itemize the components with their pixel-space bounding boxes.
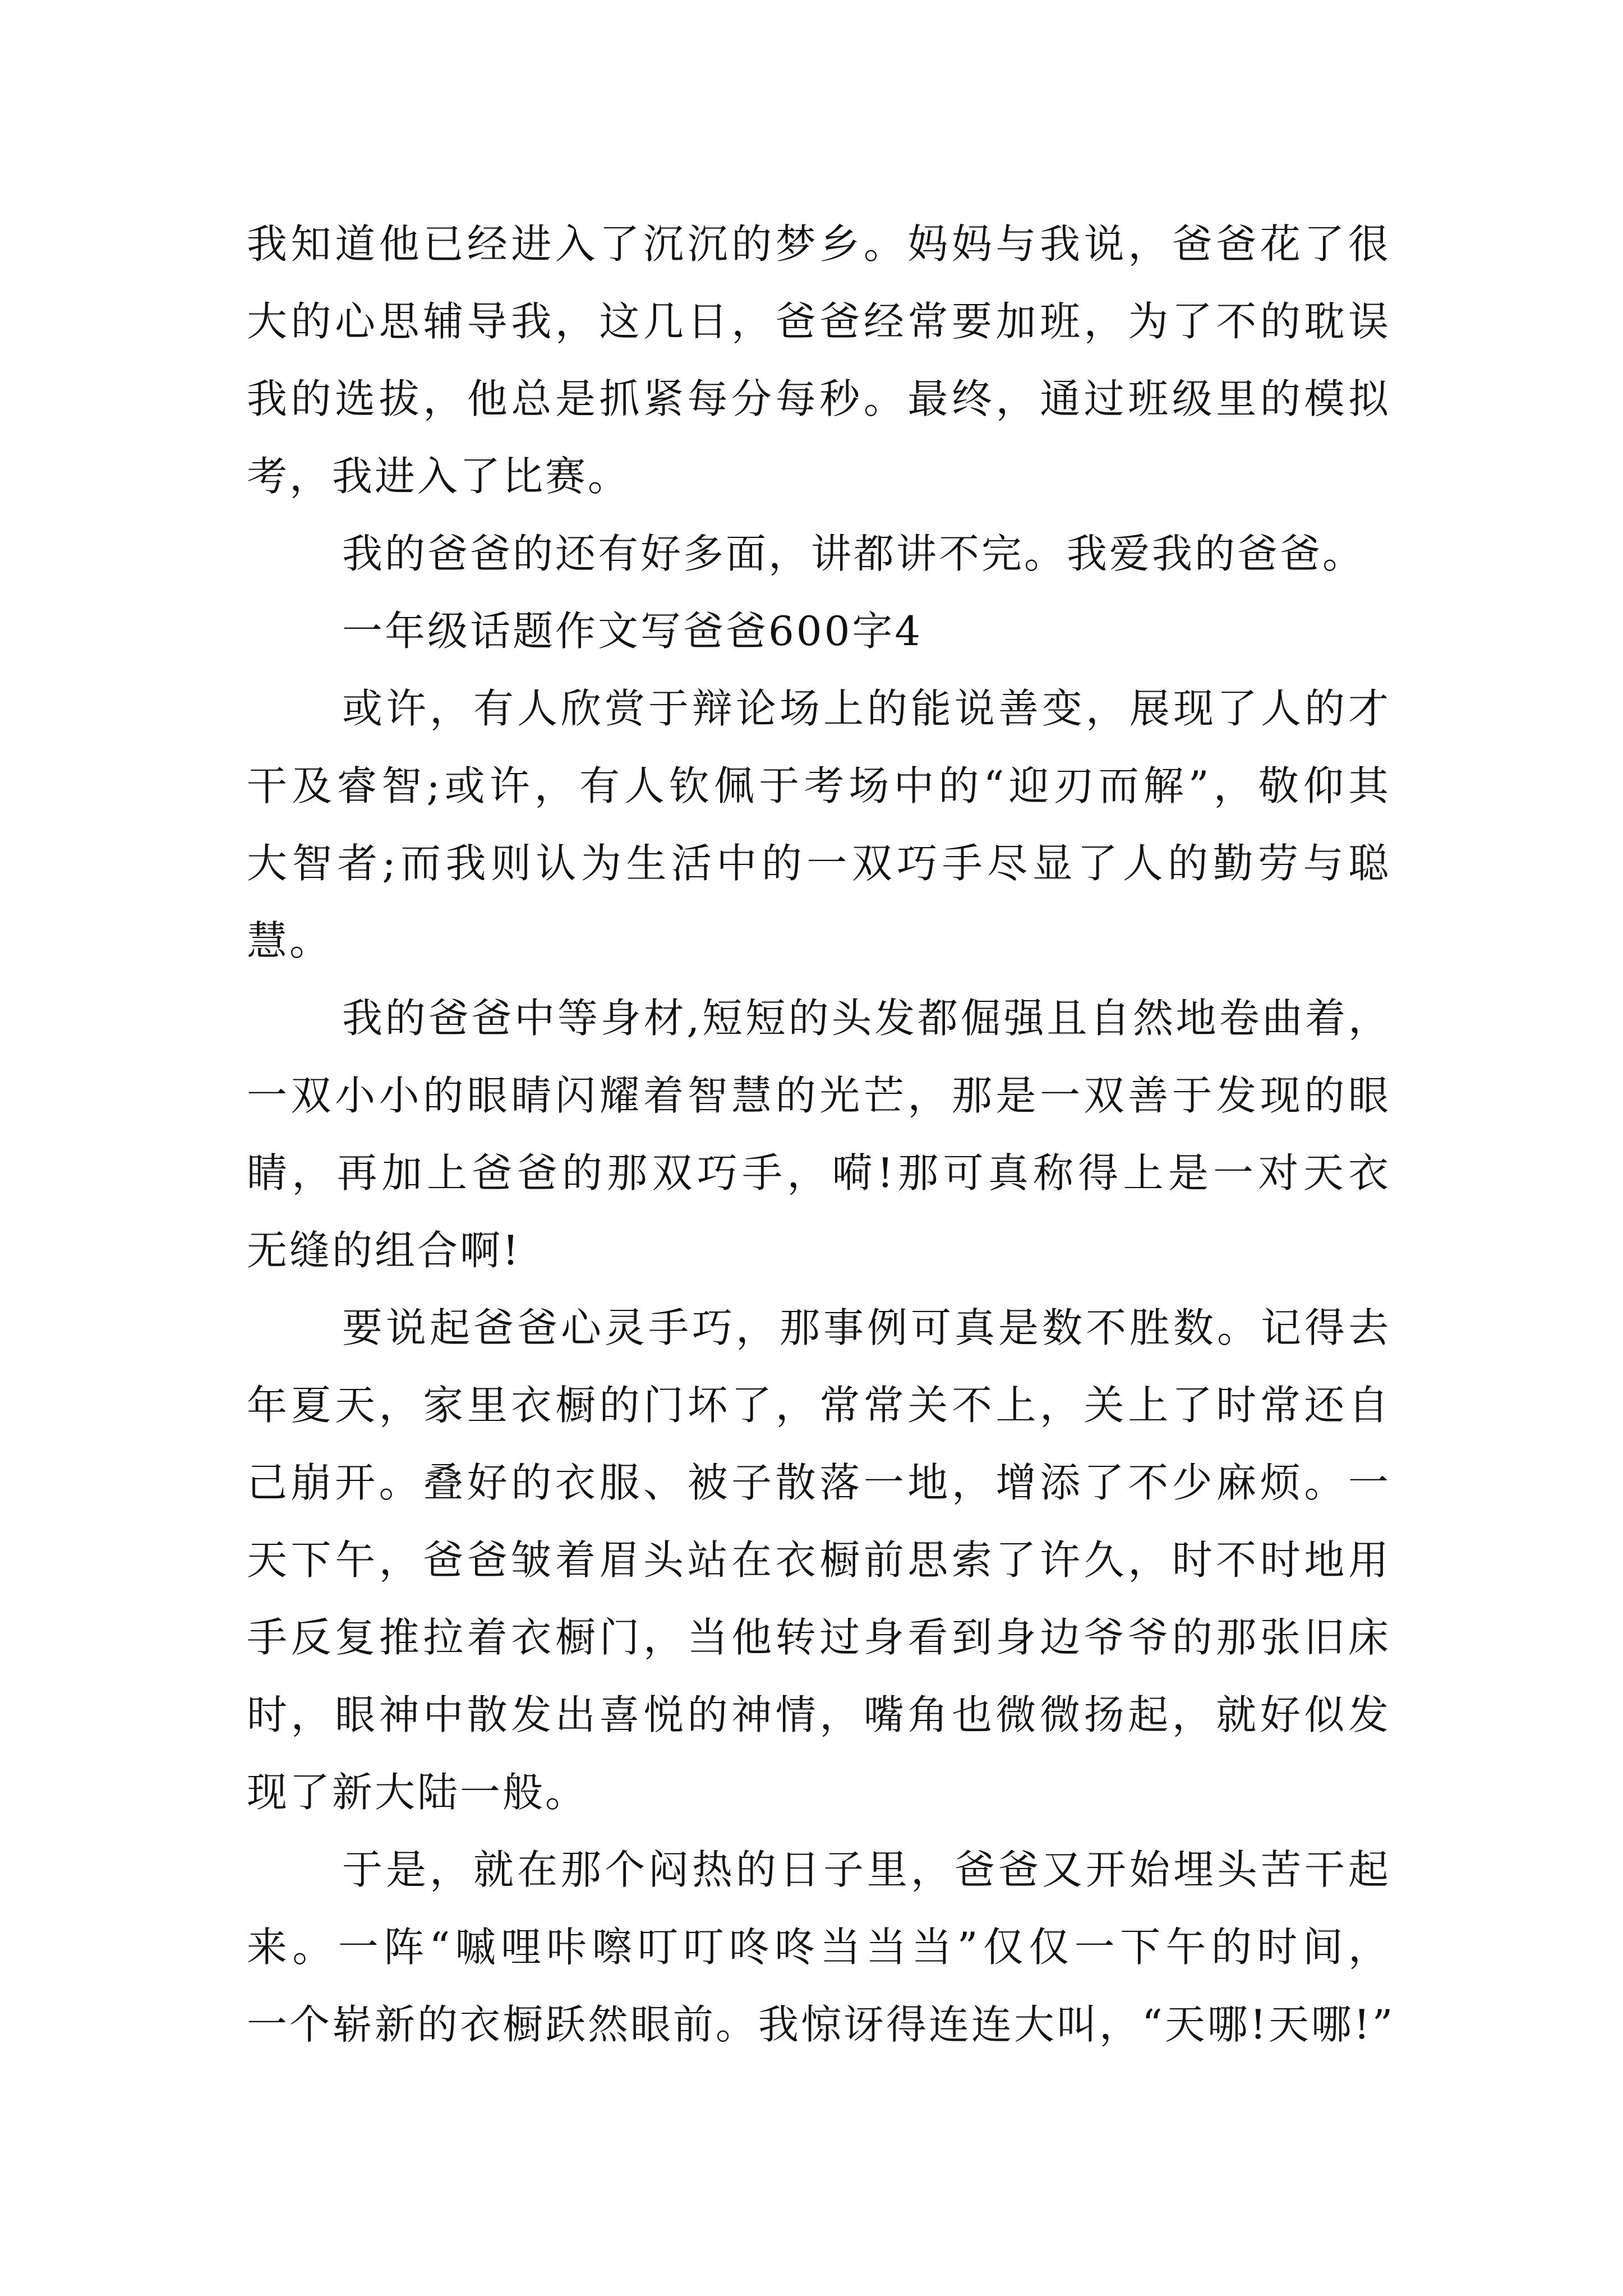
text-line: 现了新大陆一般。 (247, 1769, 588, 1816)
text-line: 考，我进入了比赛。 (247, 453, 631, 500)
section-heading: 一年级话题作文写爸爸600字4 (342, 608, 923, 655)
text-line: 来。一阵“嘁哩咔嚓叮叮咚咚当当当”仅仅一下午的时间， (247, 1924, 1391, 1971)
text-line: 我的爸爸中等身材,短短的头发都倔强且自然地卷曲着， (342, 995, 1391, 1042)
text-line: 我知道他已经进入了沉沉的梦乡。妈妈与我说，爸爸花了很 (247, 220, 1391, 268)
text-line: 我的选拔，他总是抓紧每分每秒。最终，通过班级里的模拟 (247, 375, 1391, 422)
text-line: 睛，再加上爸爸的那双巧手，嗬!那可真称得上是一对天衣 (247, 1149, 1391, 1197)
text-line: 无缝的组合啊! (247, 1227, 521, 1274)
text-line: 年夏天，家里衣橱的门坏了，常常关不上，关上了时常还自 (247, 1382, 1391, 1429)
text-line: 大的心思辅导我，这几日，爸爸经常要加班，为了不的耽误 (247, 298, 1391, 345)
text-line: 天下午，爸爸皱着眉头站在衣橱前思索了许久，时不时地用 (247, 1536, 1391, 1584)
text-line: 慧。 (247, 917, 333, 964)
text-line: 我的爸爸的还有好多面，讲都讲不完。我爱我的爸爸。 (342, 530, 1366, 577)
text-line: 要说起爸爸心灵手巧，那事例可真是数不胜数。记得去 (342, 1304, 1391, 1351)
text-line: 一个崭新的衣橱跃然眼前。我惊讶得连连大叫，“天哪!天哪!” (247, 2001, 1395, 2048)
text-line: 己崩开。叠好的衣服、被子散落一地，增添了不少麻烦。一 (247, 1459, 1391, 1506)
text-line: 于是，就在那个闷热的日子里，爸爸又开始埋头苦干起 (342, 1846, 1391, 1893)
text-line: 手反复推拉着衣橱门，当他转过身看到身边爷爷的那张旧床 (247, 1614, 1391, 1661)
text-line: 或许，有人欣赏于辩论场上的能说善变，展现了人的才 (342, 685, 1391, 732)
text-line: 一双小小的眼睛闪耀着智慧的光芒，那是一双善于发现的眼 (247, 1072, 1391, 1119)
text-line: 时，眼神中散发出喜悦的神情，嘴角也微微扬起，就好似发 (247, 1691, 1391, 1738)
text-line: 干及睿智;或许，有人钦佩于考场中的“迎刃而解”，敬仰其 (247, 762, 1391, 809)
text-line: 大智者;而我则认为生活中的一双巧手尽显了人的勤劳与聪 (247, 840, 1391, 887)
